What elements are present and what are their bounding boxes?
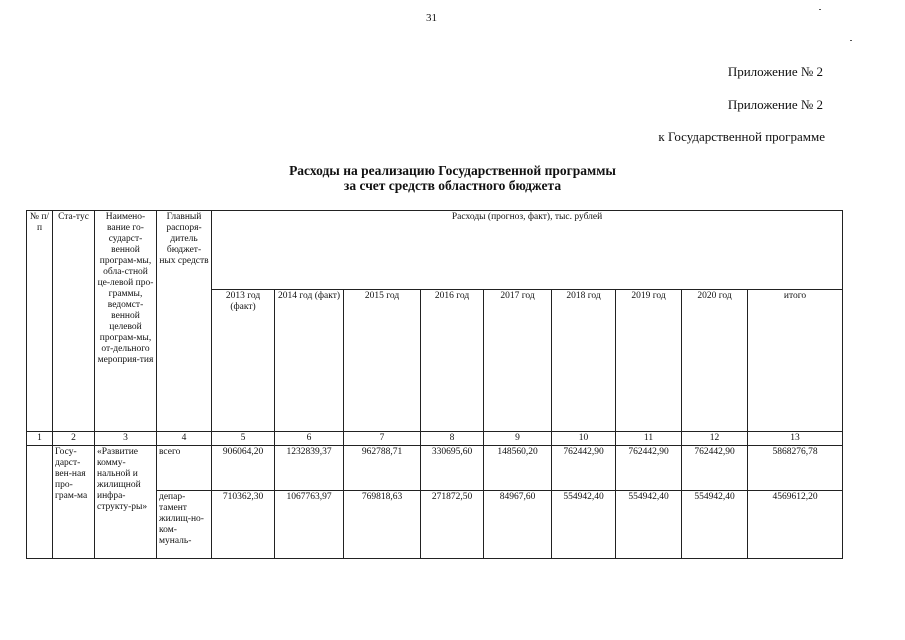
title-line-1: Расходы на реализацию Государственной программы [289,163,616,178]
row-status: Госу-дарст-вен-ная про-грам-ма [53,446,95,559]
value-cell: 762442,90 [682,446,748,491]
value-cell-total: 4569612,20 [748,491,843,559]
value-cell: 769818,63 [344,491,421,559]
value-cell: 1067763,97 [275,491,344,559]
header-year: 2020 год [682,290,748,432]
scan-speck [819,9,821,10]
header-year: 2018 год [552,290,616,432]
value-cell: 762442,90 [552,446,616,491]
appendix-label-2: Приложение № 2 [727,97,823,112]
column-number: 12 [682,432,748,446]
column-number: 10 [552,432,616,446]
title-line-2: за счет средств областного бюджета [343,178,562,193]
row-manager: всего [157,446,212,491]
value-cell: 1232839,37 [275,446,344,491]
column-number: 2 [53,432,95,446]
value-cell: 762442,90 [616,446,682,491]
row-program-name: «Развитие комму-нальной и жилищной инфра-структу-ры» [95,446,157,559]
column-number: 11 [616,432,682,446]
column-number: 6 [275,432,344,446]
column-number: 4 [157,432,212,446]
header-expenses: Расходы (прогноз, факт), тыс. рублей [212,211,843,290]
column-number: 5 [212,432,275,446]
header-total: итого [748,290,843,432]
row-manager: депар-тамент жилищ-но-ком-муналь- [157,491,212,559]
row-number-cell [27,446,53,559]
value-cell: 554942,40 [616,491,682,559]
scan-speck [850,40,852,41]
header-name: Наимено-вание го-сударст-венной програм-мы, обла-стной це-левой про-граммы, ведомст-венной целевой програм-мы, от-дельного мероприя-тия [95,211,157,432]
header-year: 2016 год [421,290,484,432]
value-cell: 148560,20 [484,446,552,491]
header-year: 2017 год [484,290,552,432]
value-cell: 962788,71 [344,446,421,491]
expenses-table [26,210,843,559]
value-cell: 84967,60 [484,491,552,559]
column-number: 7 [344,432,421,446]
table-header-row-1 [27,211,843,290]
value-cell-total: 5868276,78 [748,446,843,491]
header-year: 2015 год [344,290,421,432]
column-number-row [27,432,843,446]
page-number: 31 [426,12,437,24]
header-year: 2019 год [616,290,682,432]
header-year: 2013 год (факт) [212,290,275,432]
value-cell: 554942,40 [552,491,616,559]
column-number: 8 [421,432,484,446]
column-number: 1 [27,432,53,446]
column-number: 9 [484,432,552,446]
appendix-label-1: Приложение № 2 [727,64,823,79]
header-year: 2014 год (факт) [275,290,344,432]
appendix-program-label: к Государственной программе [658,129,825,144]
value-cell: 906064,20 [212,446,275,491]
table-row [27,446,843,491]
value-cell: 271872,50 [421,491,484,559]
value-cell: 710362,30 [212,491,275,559]
column-number: 3 [95,432,157,446]
column-number: 13 [748,432,843,446]
header-no: № п/п [27,211,53,432]
header-status: Ста-тус [53,211,95,432]
header-manager: Главный распоря-дитель бюджет-ных средств [157,211,212,432]
value-cell: 554942,40 [682,491,748,559]
value-cell: 330695,60 [421,446,484,491]
document-title [0,163,905,193]
